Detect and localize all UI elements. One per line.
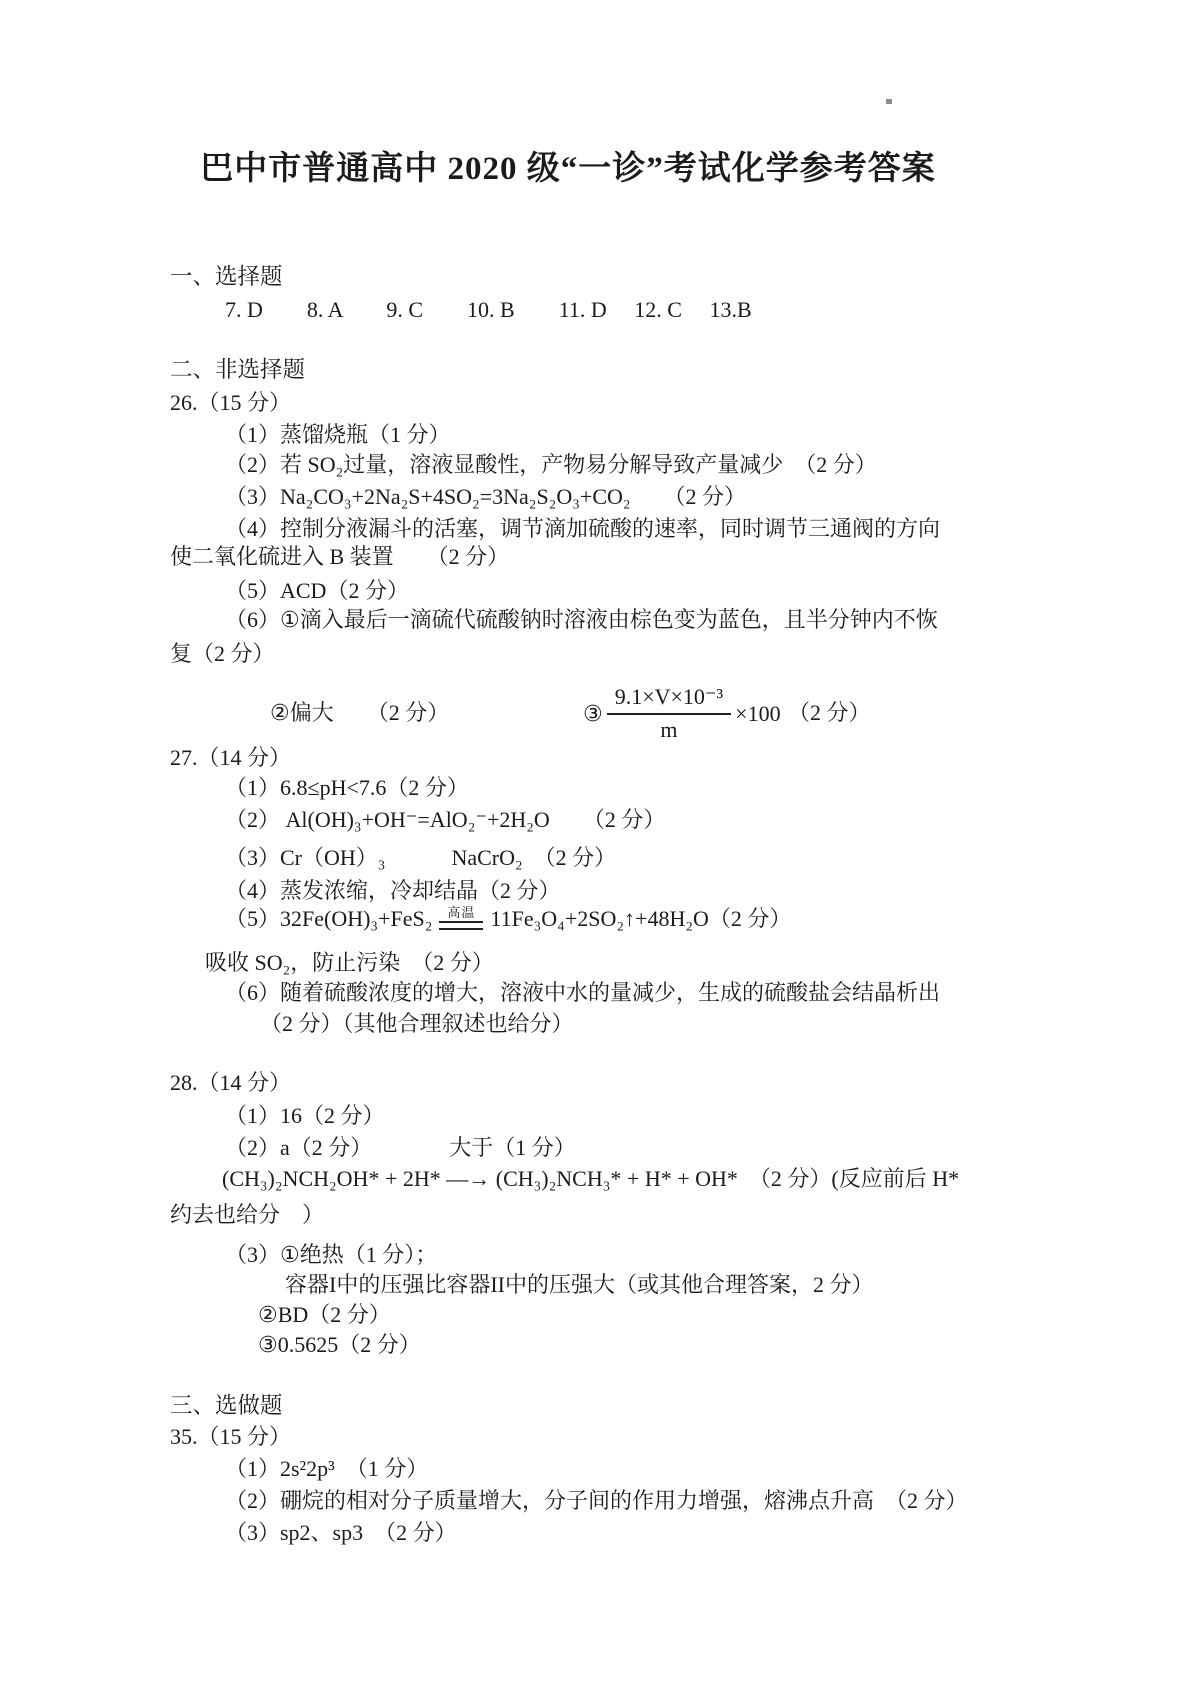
q26-answer-1: （1）蒸馏烧瓶（1 分） [225, 422, 451, 447]
q35-answer-3: （3）sp2、sp3 （2 分） [225, 1520, 457, 1545]
section-optional-heading: 三、选做题 [170, 1393, 283, 1418]
q28-answer-3-part1b: 容器I中的压强比容器II中的压强大（或其他合理答案，2 分） [285, 1272, 874, 1297]
fraction [607, 684, 731, 743]
double-equals-line [439, 921, 483, 930]
q26-answer-3: （3）Na₂CO₃+2Na₂S+4SO₂=3Na₂S₂O₃+CO₂ （2 分） [225, 484, 747, 509]
q28-answer-3-part1a: （3）①绝热（1 分）； [225, 1242, 438, 1267]
q27-answer-6-line1: （6）随着硫酸浓度的增大，溶液中水的量减少，生成的硫酸盐会结晶析出 [225, 980, 941, 1005]
q27-answer-2: （2） Al(OH)₃+OH⁻=AlO₂⁻+2H₂O （2 分） [225, 807, 666, 832]
section-non-choice-heading: 二、非选择题 [170, 357, 306, 382]
q27-label: 27.（14 分） [170, 745, 292, 770]
fraction-numerator: 9.1×V×10⁻³ [607, 684, 731, 715]
q27-answer-4: （4）蒸发浓缩，冷却结晶（2 分） [225, 878, 561, 903]
q26-answer-2: （2）若 SO₂过量，溶液显酸性，产物易分解导致产量减少 （2 分） [225, 452, 877, 477]
q26-answer-4-line2: 使二氧化硫进入 B 装置 （2 分） [170, 544, 510, 569]
section-choice-heading: 一、选择题 [170, 264, 283, 289]
page-title: 巴中市普通高中 2020 级“一诊”考试化学参考答案 [200, 151, 936, 187]
q28-answer-3-part3: ③0.5625（2 分） [258, 1332, 421, 1357]
formula-prefix: ③ [583, 700, 603, 726]
q26-answer-4-line1: （4）控制分液漏斗的活塞，调节滴加硫酸的速率，同时调节三通阀的方向 [225, 516, 941, 541]
q28-answer-2-equation-line1: (CH₃)₂NCH₂OH* + 2H* —→ (CH₃)₂NCH₃* + H* + OH* （2 分）(反应前后 H* [222, 1166, 960, 1191]
q35-answer-1: （1）2s²2p³ （1 分） [225, 1456, 429, 1481]
choice-answers: 7. D 8. A 9. C 10. B 11. D 12. C 13.B [225, 297, 752, 322]
reaction-condition [439, 906, 483, 930]
q28-answer-3-part2: ②BD（2 分） [258, 1302, 391, 1327]
q26-answer-6-part3-score: （2 分） [788, 700, 871, 725]
q27-answer-1: （1）6.8≤pH<7.6（2 分） [225, 775, 469, 800]
q27-answer-6-line2: （2 分）（其他合理叙述也给分） [260, 1011, 574, 1036]
q28-answer-2-equation-line2: 约去也给分 ） [170, 1202, 325, 1227]
q28-answer-2: （2）a（2 分） 大于（1 分） [225, 1135, 576, 1160]
equation-left: （5）32Fe(OH)₃+FeS₂ [225, 906, 433, 931]
q28-answer-1: （1）16（2 分） [225, 1103, 385, 1128]
q26-answer-6-part3-formula [583, 684, 781, 743]
equation-right: 11Fe₃O₄+2SO₂↑+48H₂O（2 分） [490, 906, 792, 931]
q27-answer-3: （3）Cr（OH）₃ NaCrO₂ （2 分） [225, 845, 617, 870]
q35-label: 35.（15 分） [170, 1424, 292, 1449]
q26-answer-6-part2: ②偏大 （2 分） [270, 700, 450, 725]
q26-answer-6-line1: （6）①滴入最后一滴硫代硫酸钠时溶液由棕色变为蓝色，且半分钟内不恢 [225, 607, 938, 632]
q26-answer-5: （5）ACD（2 分） [225, 578, 409, 603]
scan-speck [886, 99, 892, 104]
q27-answer-5-note: 吸收 SO₂，防止污染 （2 分） [205, 950, 494, 975]
q26-answer-6-line2: 复（2 分） [170, 641, 275, 666]
q28-label: 28.（14 分） [170, 1070, 292, 1095]
q35-answer-2: （2）硼烷的相对分子质量增大，分子间的作用力增强，熔沸点升高 （2 分） [225, 1488, 968, 1513]
formula-suffix: ×100 [735, 700, 781, 726]
fraction-denominator: m [660, 717, 678, 742]
q26-label: 26.（15 分） [170, 390, 292, 415]
condition-label: 高温 [447, 904, 476, 920]
q27-answer-5-equation [225, 902, 791, 933]
